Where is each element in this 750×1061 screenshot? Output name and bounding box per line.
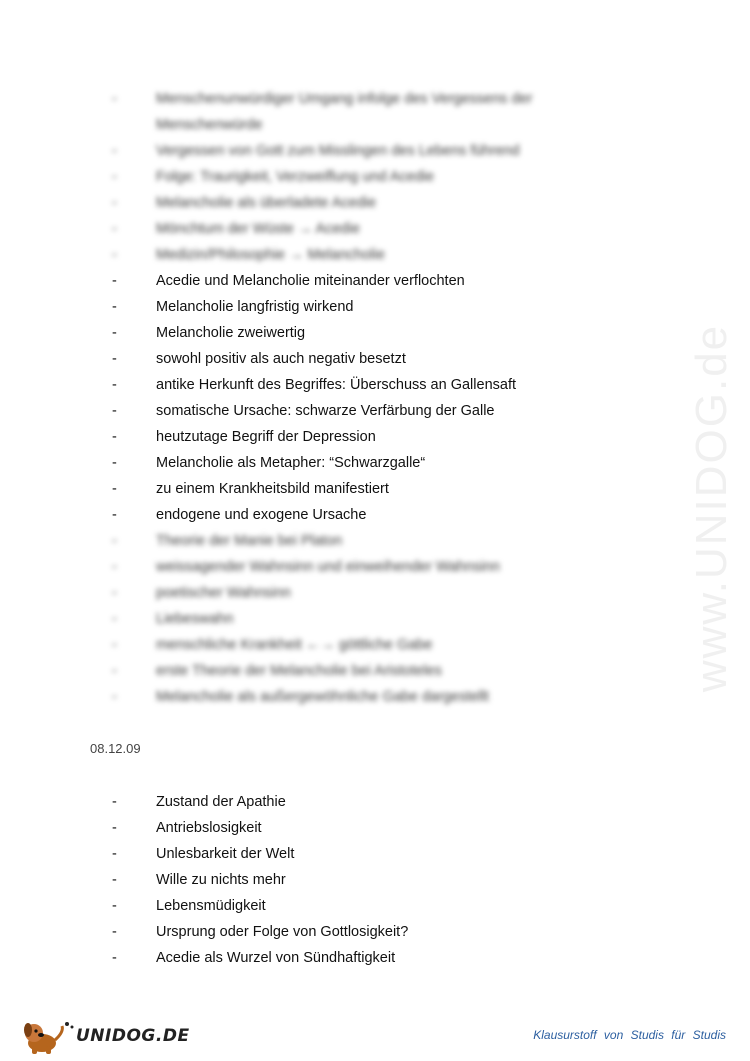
list-item-text: Acedie als Wurzel von Sündhaftigkeit (156, 950, 396, 966)
bullet-dash: - (112, 663, 117, 679)
list-item (0, 138, 750, 164)
list-item (0, 554, 750, 580)
bullet-dash: - (112, 846, 117, 862)
list-item (0, 815, 750, 841)
dog-icon (20, 1016, 76, 1056)
bullet-dash: - (112, 611, 117, 627)
list-item (0, 320, 750, 346)
list-item (0, 190, 750, 216)
list-item-text: Melancholie zweiwertig (156, 325, 306, 341)
list-item (0, 893, 750, 919)
list-item-text: Melancholie langfristig wirkend (156, 299, 354, 315)
list-item-text: Lebensmüdigkeit (156, 898, 266, 914)
list-item (0, 528, 750, 554)
list-item-text: Unlesbarkeit der Welt (156, 846, 295, 862)
bullet-dash: - (112, 221, 117, 237)
list-item-text: endogene und exogene Ursache (156, 507, 367, 523)
list-item-text: Medizin/Philosophie → Melancholie (156, 247, 385, 263)
bullet-dash: - (112, 429, 117, 445)
list-item-text: poetischer Wahnsinn (156, 585, 291, 601)
list-item (0, 424, 750, 450)
list-item-text: Melancholie als Metapher: “Schwarzgalle“ (156, 455, 426, 471)
list-item (0, 919, 750, 945)
list-item (0, 867, 750, 893)
list-item-text: Liebeswahn (156, 611, 234, 627)
list-item-text: Theorie der Manie bei Platon (156, 533, 343, 549)
bullet-dash: - (112, 820, 117, 836)
bullet-dash: - (112, 872, 117, 888)
list-item (0, 268, 750, 294)
list-item-text: Zustand der Apathie (156, 794, 286, 810)
list-item-text: weissagender Wahnsinn und einweihender Wahnsinn (156, 559, 500, 575)
bullet-dash: - (112, 481, 117, 497)
unidog-logo[interactable] (20, 1016, 190, 1056)
watermark: www.UNIDOG.de (687, 323, 736, 693)
notes-list-top (0, 86, 750, 710)
list-item (0, 86, 750, 112)
bullet-dash: - (112, 325, 117, 341)
bullet-dash: - (112, 299, 117, 315)
list-item (0, 450, 750, 476)
list-item-text: Wille zu nichts mehr (156, 872, 286, 888)
list-item-text: Antriebslosigkeit (156, 820, 262, 836)
bullet-dash: - (112, 91, 117, 107)
list-item-text: Vergessen von Gott zum Misslingen des Lebens führend (156, 143, 520, 159)
list-item (0, 398, 750, 424)
list-item (0, 684, 750, 710)
bullet-dash: - (112, 637, 117, 653)
list-item (0, 606, 750, 632)
list-item (0, 294, 750, 320)
list-item-text: somatische Ursache: schwarze Verfärbung der Galle (156, 403, 495, 419)
bullet-dash: - (112, 924, 117, 940)
bullet-dash: - (112, 273, 117, 289)
bullet-dash: - (112, 195, 117, 211)
logo-text: UNIDOG.DE (76, 1026, 190, 1046)
list-item (0, 841, 750, 867)
bullet-dash: - (112, 247, 117, 263)
bullet-dash: - (112, 455, 117, 471)
bullet-dash: - (112, 898, 117, 914)
list-item (0, 164, 750, 190)
list-item (0, 216, 750, 242)
bullet-dash: - (112, 689, 117, 705)
list-item-text: Melancholie als überladete Acedie (156, 195, 377, 211)
list-item (0, 502, 750, 528)
list-item (0, 112, 750, 138)
bullet-dash: - (112, 377, 117, 393)
list-item-text: sowohl positiv als auch negativ besetzt (156, 351, 406, 367)
list-item (0, 476, 750, 502)
list-item (0, 372, 750, 398)
bullet-dash: - (112, 403, 117, 419)
list-item-text: Folge: Traurigkeit, Verzweiflung und Acedie (156, 169, 435, 185)
list-item (0, 580, 750, 606)
bullet-dash: - (112, 143, 117, 159)
bullet-dash: - (112, 351, 117, 367)
bullet-dash: - (112, 585, 117, 601)
bullet-dash: - (112, 559, 117, 575)
bullet-dash: - (112, 533, 117, 549)
list-item-text: Menschenwürde (156, 117, 263, 133)
list-item (0, 789, 750, 815)
list-item-text: menschliche Krankheit ←→ göttliche Gabe (156, 637, 433, 653)
list-item (0, 242, 750, 268)
list-item-text: Menschenunwürdiger Umgang infolge des Vergessens der (156, 91, 533, 107)
list-item-text: zu einem Krankheitsbild manifestiert (156, 481, 389, 497)
list-item (0, 945, 750, 971)
notes-list-bottom (0, 789, 750, 971)
list-item-text: Mönchtum der Wüste → Acedie (156, 221, 360, 237)
list-item-text: erste Theorie der Melancholie bei Aristoteles (156, 663, 442, 679)
bullet-dash: - (112, 950, 117, 966)
list-item-text: antike Herkunft des Begriffes: Überschuss an Gallensaft (156, 377, 517, 393)
list-item-text: heutzutage Begriff der Depression (156, 429, 376, 445)
list-item (0, 632, 750, 658)
footer-slogan: Klausurstoff von Studis für Studis (533, 1028, 726, 1042)
list-item (0, 658, 750, 684)
list-item-text: Melancholie als außergewöhnliche Gabe dargestellt (156, 689, 489, 705)
list-item-text: Ursprung oder Folge von Gottlosigkeit? (156, 924, 409, 940)
date-heading: 08.12.09 (90, 741, 141, 756)
list-item (0, 346, 750, 372)
list-item-text: Acedie und Melancholie miteinander verflochten (156, 273, 465, 289)
bullet-dash: - (112, 794, 117, 810)
bullet-dash: - (112, 507, 117, 523)
bullet-dash: - (112, 169, 117, 185)
